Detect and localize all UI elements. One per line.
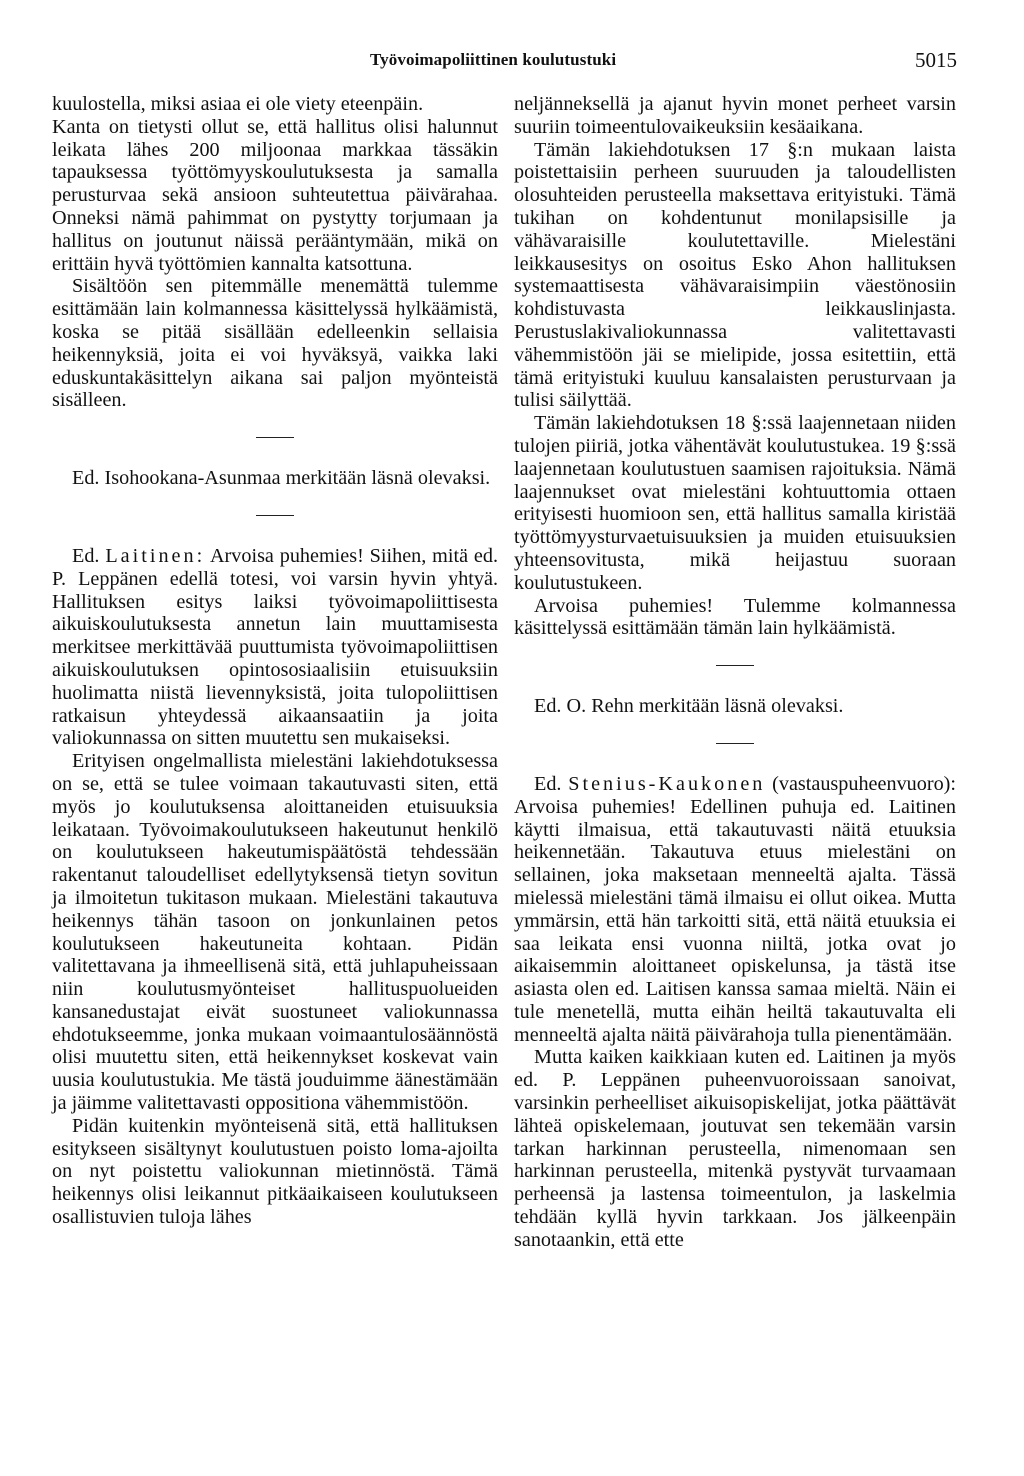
section-divider xyxy=(716,743,754,744)
paragraph: kuulostella, miksi asiaa ei ole viety eteenpäin. xyxy=(52,93,424,115)
paragraph: Mutta kaiken kaikkiaan kuten ed. Laitinen ja myös ed. P. Leppänen puheenvuoroissaan sanoivat, varsinkin perheelliset aikuisopiskelijat, jotka päättävät lähteä opiskelemaan, joutuvat sen tekemään varsin tarkan harkinnan perusteella, nimenomaan sen harkinnan perusteella, mitenkä pystyvät turvaamaan perheensä ja lastensa toimeentulon, ja laskelmia tehdään kyllä hyvin tarkkaan. Jos jälkeenpäin sanotaankin, että ette xyxy=(514,1046,956,1251)
attendance-note: Ed. Isohookana-Asunmaa merkitään läsnä olevaksi. xyxy=(72,467,491,490)
attendance-note: Ed. O. Rehn merkitään läsnä olevaksi. xyxy=(534,695,844,718)
paragraph: Tämän lakiehdotuksen 18 §:ssä laajennetaan niiden tulojen piiriä, jotka vähentävät koulutustukea. 19 §:ssä laajennetaan koulutustuen saamisen rajoituksia. Nämä laajennukset ovat mielestäni kohtuuttomia ottaen erityisesti huomioon sen, että hallitus samalla kiristää työttömyysturvaetuisuuksien ja muiden etuisuuksien yhteensovitusta, mikä heijastuu suoraan koulutustukeen. xyxy=(514,412,956,594)
speaker-prefix: Ed. xyxy=(72,544,100,567)
speaker-prefix: Ed. xyxy=(534,772,562,795)
running-header xyxy=(0,48,1024,76)
right-column xyxy=(514,93,956,1252)
speech-text: (vastauspuheenvuoro): Arvoisa puhemies! Edellinen puhuja ed. Laitinen käytti ilmaisua, että takautuvasti näitä etuuksia heikennetään. Takautuva etuus mielestäni on sellainen, joka maksetaan menneeltä ajalta. Tässä mielessä mielestäni tämä ilmaisu ei ollut oikea. Mutta ymmärsin, että hän tarkoitti sitä, että näitä etuuksia ei saa leikata ensi vuonna niiltä, jotka ovat jo aikaisemmin aloittaneet opiskelunsa, ja tästä itse asiasta olen ed. Laitisen kanssa samaa mieltä. Näin ei tule menetellä, mutta eihän heiltä takautuvalta eli menneeltä ajalta näitä päivärahoja tulla pienentämään. xyxy=(514,772,957,1046)
paragraph: neljänneksellä ja ajanut hyvin monet perheet varsin suuriin toimeentulovaikeuksiin kesäaikana. xyxy=(514,93,956,138)
paragraph: Sisältöön sen pitemmälle menemättä tulemme esittämään lain kolmannessa käsittelyssä hylkäämistä, koska se pitää sisällään edelleenkin sellaisia heikennyksiä, joita ei voi hyväksyä, vaikka laki eduskuntakäsittelyn aikana sai paljon myönteistä sisälleen. xyxy=(52,275,498,412)
paragraph: Arvoisa puhemies! Tulemme kolmannessa käsittelyssä esittämään tämän lain hylkäämistä. xyxy=(514,594,956,640)
speaker-name: Laitinen: xyxy=(105,544,206,567)
paragraph: Erityisen ongelmallista mielestäni lakiehdotuksessa on se, että se tulee voimaan takautuvasti siten, että myös jo koulutuksensa aloittaneiden etuisuuksia leikataan. Työvoimakoulutukseen hakeutunut henkilö on koulutukseen hakeutumispäätöstä tehdessään rakentanut taloudelliset edellytyksensä tietyn sovitun ja ilmoitetun tukitason mukaan. Mielestäni takautuva heikennys tähän tasoon on jonkunlainen petos koulutukseen hakeutuneita kohtaan. Pidän valitettavana ja ihmeellisenä sitä, että juhlapuheissaan niin koulutusmyönteiset hallituspuolueiden kansanedustajat eivät suostuneet valiokunnassa ehdotukseemme, jonka mukaan voimaantulosäännöstä olisi muutettu siten, että heikennykset koskevat vain uusia koulutustukia. Me tästä jouduimme äänestämään ja jäimme valitettavasti oppositiona vähemmistöön. xyxy=(52,750,498,1115)
paragraph: Tämän lakiehdotuksen 17 §:n mukaan laista poistettaisiin perheen suuruuden ja taloudellisten olosuhteiden perusteella maksettava erityistuki. Tämä tukihan on kohdentunut monilapsisille ja vähävaraisille koulutettaville. Mielestäni leikkausesitys on osoitus Esko Ahon hallituksen systemaattisesta vähävaraisimpiin väestönosiin kohdistuvasta leikkauslinjasta. Perustuslakivaliokunnassa valitettavasti vähemmistöön jäi se mielipide, jossa esitettiin, että tämä erityistuki kuuluu kansalaisten perusturvaan ja tulisi säilyttää. xyxy=(514,138,956,412)
speech-paragraph xyxy=(514,773,956,1047)
speech-text: Arvoisa puhemies! Siihen, mitä ed. P. Leppänen edellä totesi, voi varsin hyvin yhtyä. Hallituksen esitys laiksi työvoimapoliittisesta aikuiskoulutuksesta annetun lain muuttamisesta merkitsee merkittävää puuttumista työvoimapoliittisen aikuiskoulutuksen opintososiaalisiin etuisuuksiin huolimatta niistä lievennyksistä, joita tulopoliittisen ratkaisun yhteydessä aikaansaatiin ja joita valiokunnassa on sitten muutettu sen mukaiseksi. xyxy=(52,544,499,750)
section-divider xyxy=(256,437,294,438)
page-number: 5015 xyxy=(915,48,957,72)
speaker-name: Stenius-Kaukonen xyxy=(568,772,766,795)
paragraph: Pidän kuitenkin myönteisenä sitä, että hallituksen esitykseen sisältynyt koulutustuen poisto loma-ajoilta on nyt poistettu valiokunnan mietinnöstä. Tämä heikennys olisi leikannut pitkäaikaiseen koulutukseen osallistuvien tuloja lähes xyxy=(52,1114,498,1229)
section-divider xyxy=(716,665,754,666)
running-title: Työvoimapoliittinen koulutustuki xyxy=(370,50,617,69)
left-column xyxy=(52,93,498,1229)
section-divider xyxy=(256,515,294,516)
paragraph: Kanta on tietysti ollut se, että hallitus olisi halunnut leikata lähes 200 miljoonaa markkaa tässäkin tapauksessa työttömyyskoulutuksesta ja samalla perusturvaa sekä ansioon suhteutettua päivärahaa. Onneksi nämä pahimmat on pystytty torjumaan ja hallitus on joutunut näissä perääntymään, mikä on erittäin hyvä työttömien kannalta katsottuna. xyxy=(52,115,498,275)
speech-paragraph xyxy=(52,545,498,750)
